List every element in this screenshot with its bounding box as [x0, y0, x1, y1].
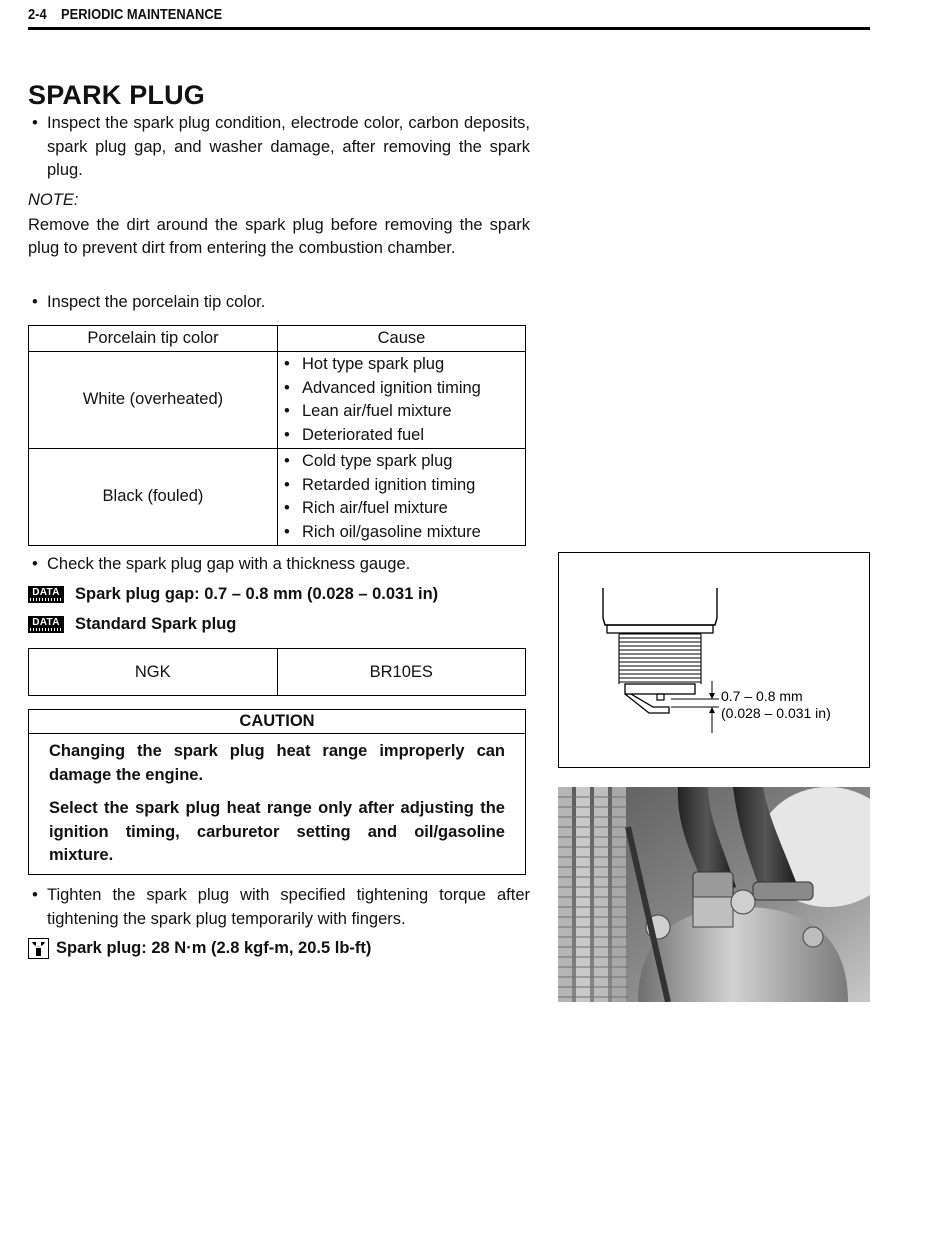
standard-plug-row — [28, 615, 236, 634]
torque-spec: Spark plug: 28 N·m (2.8 kgf-m, 20.5 lb-ft) — [56, 939, 372, 957]
standard-plug-table — [28, 648, 526, 696]
data-icon: DATA — [28, 586, 64, 603]
cause-list — [278, 449, 525, 545]
torque-wrench-icon — [28, 938, 49, 959]
caution-title: CAUTION — [29, 710, 525, 734]
caution-paragraph: Changing the spark plug heat range improperly can damage the engine. — [49, 742, 505, 784]
caution-box — [28, 709, 526, 875]
note-block — [28, 189, 530, 261]
torque-spec-row — [28, 938, 371, 959]
cause-item: • Rich oil/gasoline mixture — [284, 521, 525, 545]
table-row — [29, 352, 526, 449]
tip-color-cell: Black (fouled) — [29, 449, 278, 546]
caution-paragraph: Select the spark plug heat range only after adjusting the ignition timing, carburetor setting and oil/gasoline mixture. — [49, 799, 505, 864]
plug-brand: NGK — [29, 649, 278, 696]
table-header-row — [29, 326, 526, 352]
gap-block — [28, 553, 530, 577]
cause-cell — [278, 449, 526, 546]
cause-cell — [278, 352, 526, 449]
cause-item: • Advanced ignition timing — [284, 377, 525, 401]
tighten-bullet: • Tighten the spark plug with specified tightening torque after tightening the spark plug temporarily with fingers. — [28, 884, 530, 931]
table-header-color: Porcelain tip color — [29, 326, 278, 352]
caution-body — [29, 734, 525, 868]
spark-plug-gap-diagram — [558, 552, 870, 768]
note-text: Remove the dirt around the spark plug before removing the spark plug to prevent dirt from entering the combustion chamber. — [28, 215, 530, 257]
section-title: SPARK PLUG — [28, 80, 206, 110]
porcelain-bullet: • Inspect the porcelain tip color. — [28, 291, 530, 315]
intro-block — [28, 112, 530, 183]
porcelain-tip-table — [28, 325, 526, 546]
cause-item: • Cold type spark plug — [284, 450, 525, 474]
tip-color-cell: White (overheated) — [29, 352, 278, 449]
spark-plug-drawing — [559, 553, 869, 767]
note-label: NOTE: — [28, 191, 79, 209]
standard-plug-title: Standard Spark plug — [75, 615, 237, 633]
cause-item: • Rich air/fuel mixture — [284, 497, 525, 521]
tighten-block — [28, 884, 530, 931]
gap-spec-row — [28, 585, 438, 604]
table-row — [29, 449, 526, 546]
cause-item: • Deteriorated fuel — [284, 424, 525, 448]
intro-bullet: • Inspect the spark plug condition, electrode color, carbon deposits, spark plug gap, and washer damage, after removing the spark plug. — [28, 112, 530, 183]
porcelain-block — [28, 291, 530, 315]
gap-bullet: • Check the spark plug gap with a thickness gauge. — [28, 553, 530, 577]
gap-in-label: (0.028 – 0.031 in) — [721, 705, 831, 721]
table-header-cause: Cause — [278, 326, 526, 352]
cause-item: • Retarded ignition timing — [284, 474, 525, 498]
spark-plug-photo — [558, 787, 870, 1002]
table-row — [29, 649, 526, 696]
page-header — [28, 6, 870, 30]
cause-item: • Hot type spark plug — [284, 353, 525, 377]
gap-spec: Spark plug gap: 0.7 – 0.8 mm (0.028 – 0.031 in) — [75, 585, 439, 603]
gap-mm-label: 0.7 – 0.8 mm — [721, 688, 803, 704]
cause-item: • Lean air/fuel mixture — [284, 400, 525, 424]
page-header-text: 2-4 PERIODIC MAINTENANCE — [28, 6, 223, 23]
plug-model: BR10ES — [277, 649, 526, 696]
cause-list — [278, 352, 525, 448]
data-icon: DATA — [28, 616, 64, 633]
